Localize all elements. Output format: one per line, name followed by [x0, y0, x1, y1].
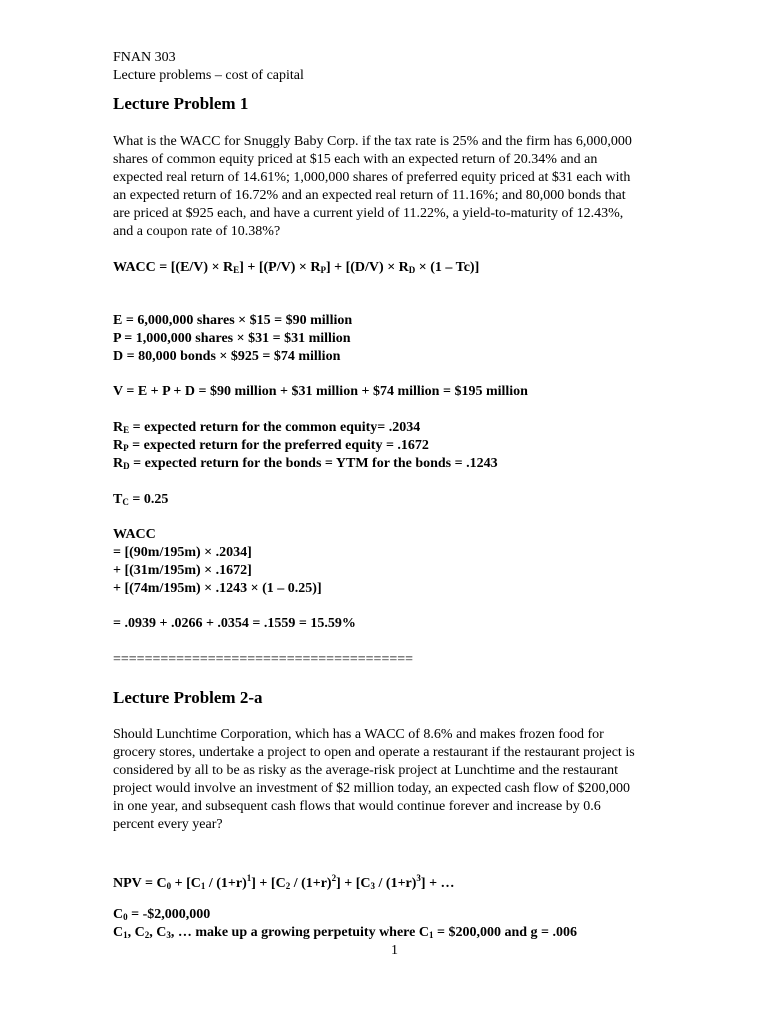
- problem1-question-line: shares of common equity priced at $15 each with an expected return of 20.34% and an: [113, 152, 598, 167]
- problem2-question-line: project would involve an investment of $2 million today, an expected cash flow of $200,000: [113, 781, 630, 796]
- problem2-title: Lecture Problem 2-a: [113, 688, 263, 707]
- wacc-result: = .0939 + .0266 + .0354 = .1559 = 15.59%: [113, 616, 356, 631]
- growing-perpetuity-line: $C_1$, $C_2$, $C_3$, … make up a growing perpetuity where $C_1$ = $200,000 and g = .006: [113, 925, 577, 940]
- total-value-line: V = E + P + D = $90 million + $31 million + $74 million = $195 million: [113, 384, 528, 399]
- tax-rate-line: $T_C = 0.25$: [113, 492, 169, 507]
- problem2-question-line: percent every year?: [113, 817, 223, 832]
- wacc-calc-line: = [(90m/195m) × .2034]: [113, 545, 252, 560]
- return-preferred-line: $R_P$ = expected return for the preferred equity = .1672: [113, 438, 429, 453]
- problem2-question-line: considered by all to be as risky as the average-risk project at Lunchtime and the restaurant: [113, 763, 618, 778]
- problem1-question-line: What is the WACC for Snuggly Baby Corp. if the tax rate is 25% and the firm has 6,000,000: [113, 134, 632, 149]
- problem1-question-line: an expected return of 16.72% and an expected real return of 11.16%; and 80,000 bonds that: [113, 188, 626, 203]
- npv-formula: NPV = $C_0 + [C_1 / (1+r)^1] + [C_2 / (1+r)^2] + [C_3 / (1+r)^3]$ + …: [113, 873, 455, 891]
- problem1-question-line: and a coupon rate of 10.38%?: [113, 224, 281, 239]
- document-subtitle: Lecture problems – cost of capital: [113, 68, 304, 83]
- preferred-value-line: P = 1,000,000 shares × $31 = $31 million: [113, 331, 351, 346]
- problem2-question-line: in one year, and subsequent cash flows that would continue forever and increase by 0.6: [113, 799, 601, 814]
- problem1-question-line: expected real return of 14.61%; 1,000,000 shares of preferred equity priced at $31 each with: [113, 170, 631, 185]
- problem2-question-line: grocery stores, undertake a project to open and operate a restaurant if the restaurant project is: [113, 745, 635, 760]
- problem1-question-line: are priced at $925 each, and have a current yield of 11.22%, a yield-to-maturity of 12.43%,: [113, 206, 624, 221]
- wacc-formula: WACC = $[(E/V) \times R_E] + [(P/V) \times R_P] + [(D/V) \times R_D \times (1 - Tc)]$: [113, 260, 480, 275]
- course-code: FNAN 303: [113, 50, 176, 65]
- wacc-calc-line: + [(74m/195m) × .1243 × (1 – 0.25)]: [113, 581, 322, 596]
- initial-investment-line: $C_0$ = -$2,000,000: [113, 907, 211, 922]
- page-number: 1: [391, 943, 398, 958]
- return-equity-line: $R_E$ = expected return for the common equity= .2034: [113, 420, 421, 435]
- wacc-label: WACC: [113, 527, 156, 542]
- problem2-question-line: Should Lunchtime Corporation, which has a WACC of 8.6% and makes frozen food for: [113, 727, 604, 742]
- problem1-title: Lecture Problem 1: [113, 94, 249, 113]
- debt-value-line: D = 80,000 bonds × $925 = $74 million: [113, 349, 341, 364]
- wacc-calc-line: + [(31m/195m) × .1672]: [113, 563, 252, 578]
- return-bonds-line: $R_D$ = expected return for the bonds = YTM for the bonds = .1243: [113, 456, 498, 471]
- section-separator: ======================================: [113, 652, 414, 667]
- equity-value-line: E = 6,000,000 shares × $15 = $90 million: [113, 313, 353, 328]
